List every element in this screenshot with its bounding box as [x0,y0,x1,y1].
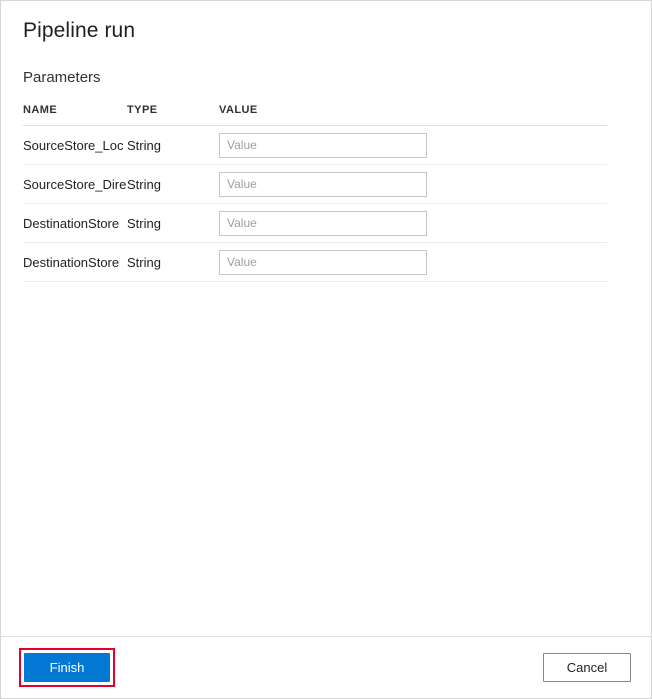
table-body [23,126,607,282]
panel-footer [1,636,651,698]
finish-button[interactable]: Finish [24,653,110,682]
parameter-value-input[interactable] [219,211,427,236]
finish-button-highlight [19,648,115,687]
cancel-button[interactable]: Cancel [543,653,631,682]
parameters-table [23,104,607,282]
panel-body [1,1,651,636]
parameter-value-cell [219,204,607,243]
parameter-value-cell [219,165,607,204]
table-row [23,126,607,165]
column-header-name: NAME [23,104,127,126]
table-row [23,165,607,204]
table-row [23,204,607,243]
parameter-name: DestinationStore [23,243,127,282]
parameter-type: String [127,243,219,282]
parameter-name: SourceStore_Loc [23,126,127,165]
parameter-type: String [127,165,219,204]
parameter-name: SourceStore_Dire [23,165,127,204]
parameter-type: String [127,204,219,243]
parameter-name: DestinationStore [23,204,127,243]
parameter-value-cell [219,126,607,165]
table-header [23,104,607,126]
parameter-type: String [127,126,219,165]
parameters-section-title: Parameters [23,69,101,86]
parameter-value-input[interactable] [219,250,427,275]
parameter-value-cell [219,243,607,282]
column-header-type: TYPE [127,104,219,126]
column-header-value: VALUE [219,104,607,126]
table-header-row [23,104,607,126]
table-row [23,243,607,282]
page-title: Pipeline run [23,19,136,42]
parameter-value-input[interactable] [219,172,427,197]
parameter-value-input[interactable] [219,133,427,158]
